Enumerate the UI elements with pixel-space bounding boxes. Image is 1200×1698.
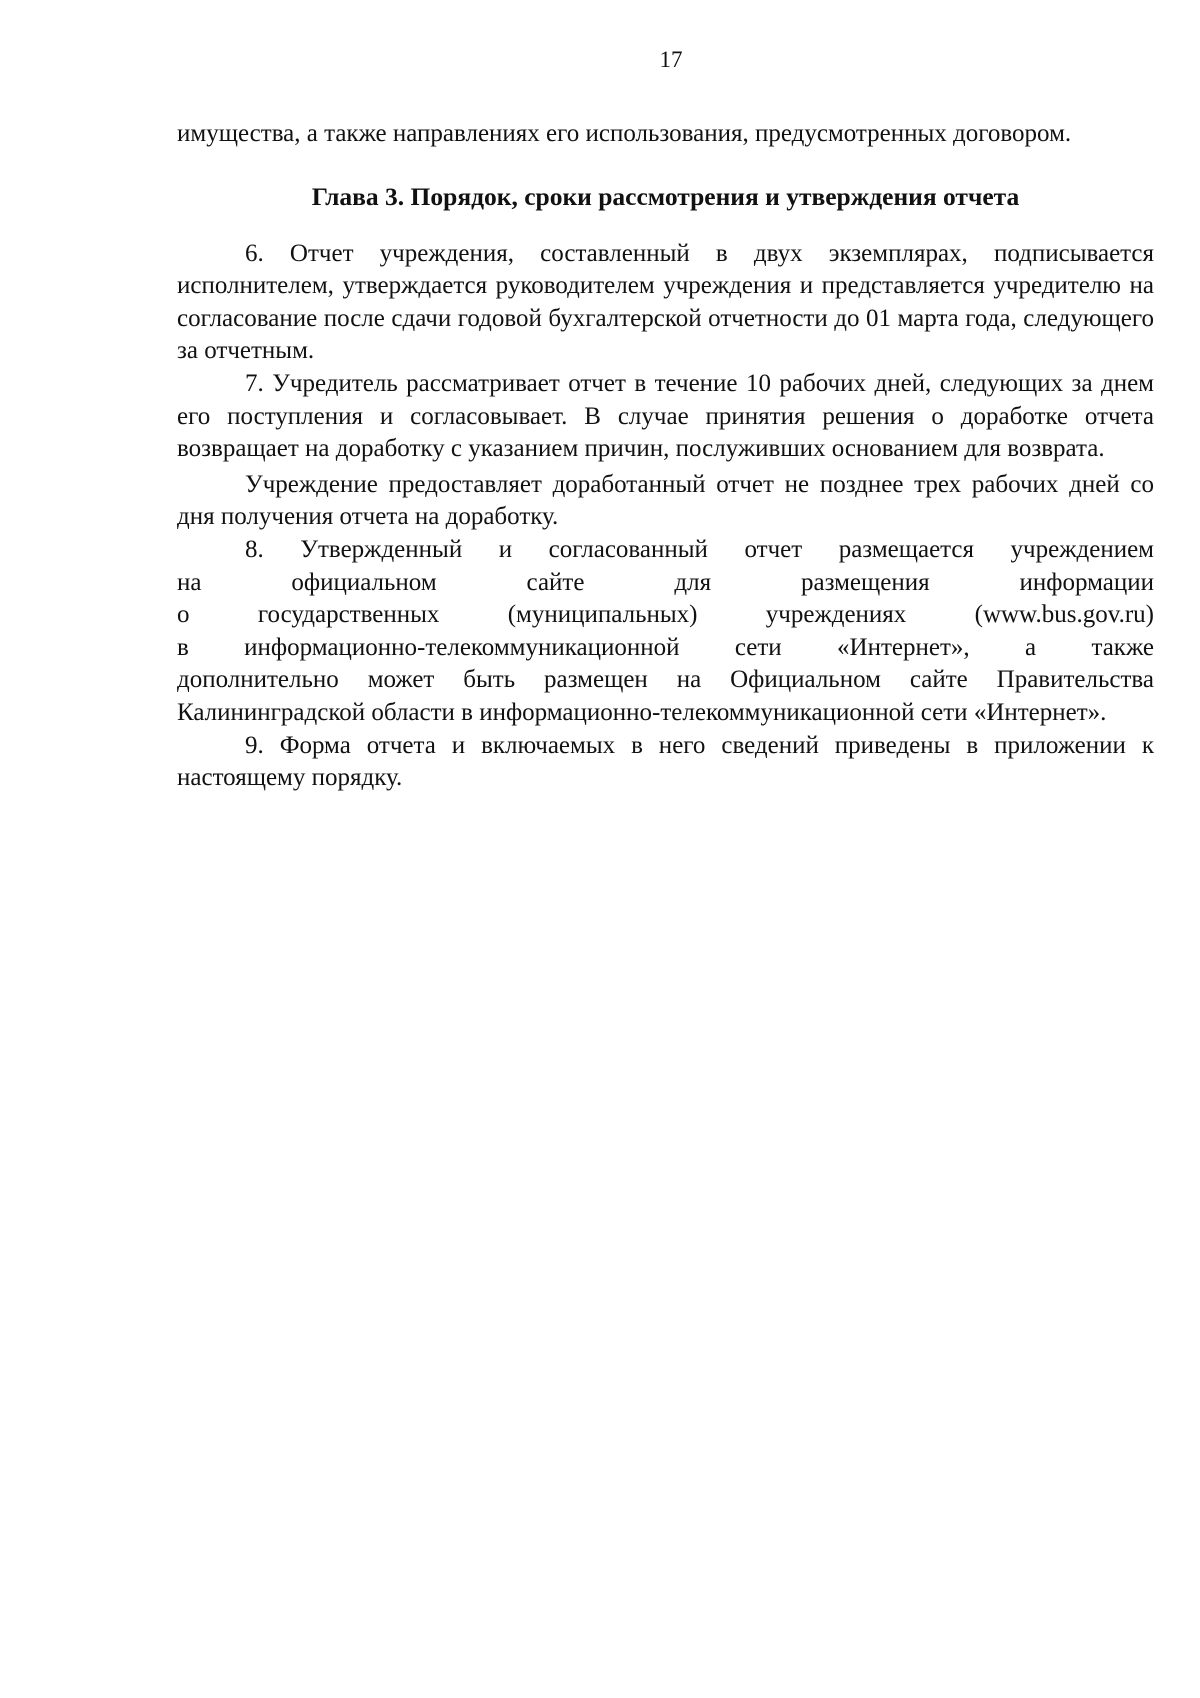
paragraph-7-addition: Учреждение предоставляет доработанный отчет не позднее трех рабочих дней со дня получения отчета на доработку. <box>177 470 1154 531</box>
paragraph-9: 9. Форма отчета и включаемых в него сведений приведены в приложении к настоящему порядку. <box>177 731 1154 792</box>
chapter-title: Глава 3. Порядок, сроки рассмотрения и утверждения отчета <box>311 181 1020 211</box>
paragraph-8-line-1: 8. Утвержденный и согласованный отчет размещается учреждением <box>245 535 1154 563</box>
paragraph-8-line-3: о государственных (муниципальных) учреждениях (www.bus.gov.ru) <box>177 601 1154 629</box>
paragraph-7: 7. Учредитель рассматривает отчет в течение 10 рабочих дней, следующих за днем его поступления и согласовывает. В случае принятия решения о доработке отчета возвращает на доработку с указанием причин, послуживших основанием для возврата. <box>177 369 1154 463</box>
page-number: 17 <box>659 47 683 72</box>
paragraph-8 <box>177 534 1154 730</box>
paragraph-6: 6. Отчет учреждения, составленный в двух экземплярах, подписывается исполнителем, утверждается руководителем учреждения и представляется учредителю на согласование после сдачи годовой бухгалтерской отчетности до 01 марта года, следующего за отчетным. <box>177 239 1154 365</box>
paragraph-8-rest: дополнительно может быть размещен на Официальном сайте Правительства Калининградской области в информационно-телекоммуникационной сети «Интернет». <box>177 666 1154 726</box>
document-body <box>177 118 1154 795</box>
paragraph-8-line-2: на официальном сайте для размещения информации <box>177 568 1154 596</box>
paragraph-8-line-4: в информационно-телекоммуникационной сети «Интернет», а также <box>177 633 1154 661</box>
intro-paragraph: имущества, а также направлениях его использования, предусмотренных договором. <box>177 120 1072 147</box>
